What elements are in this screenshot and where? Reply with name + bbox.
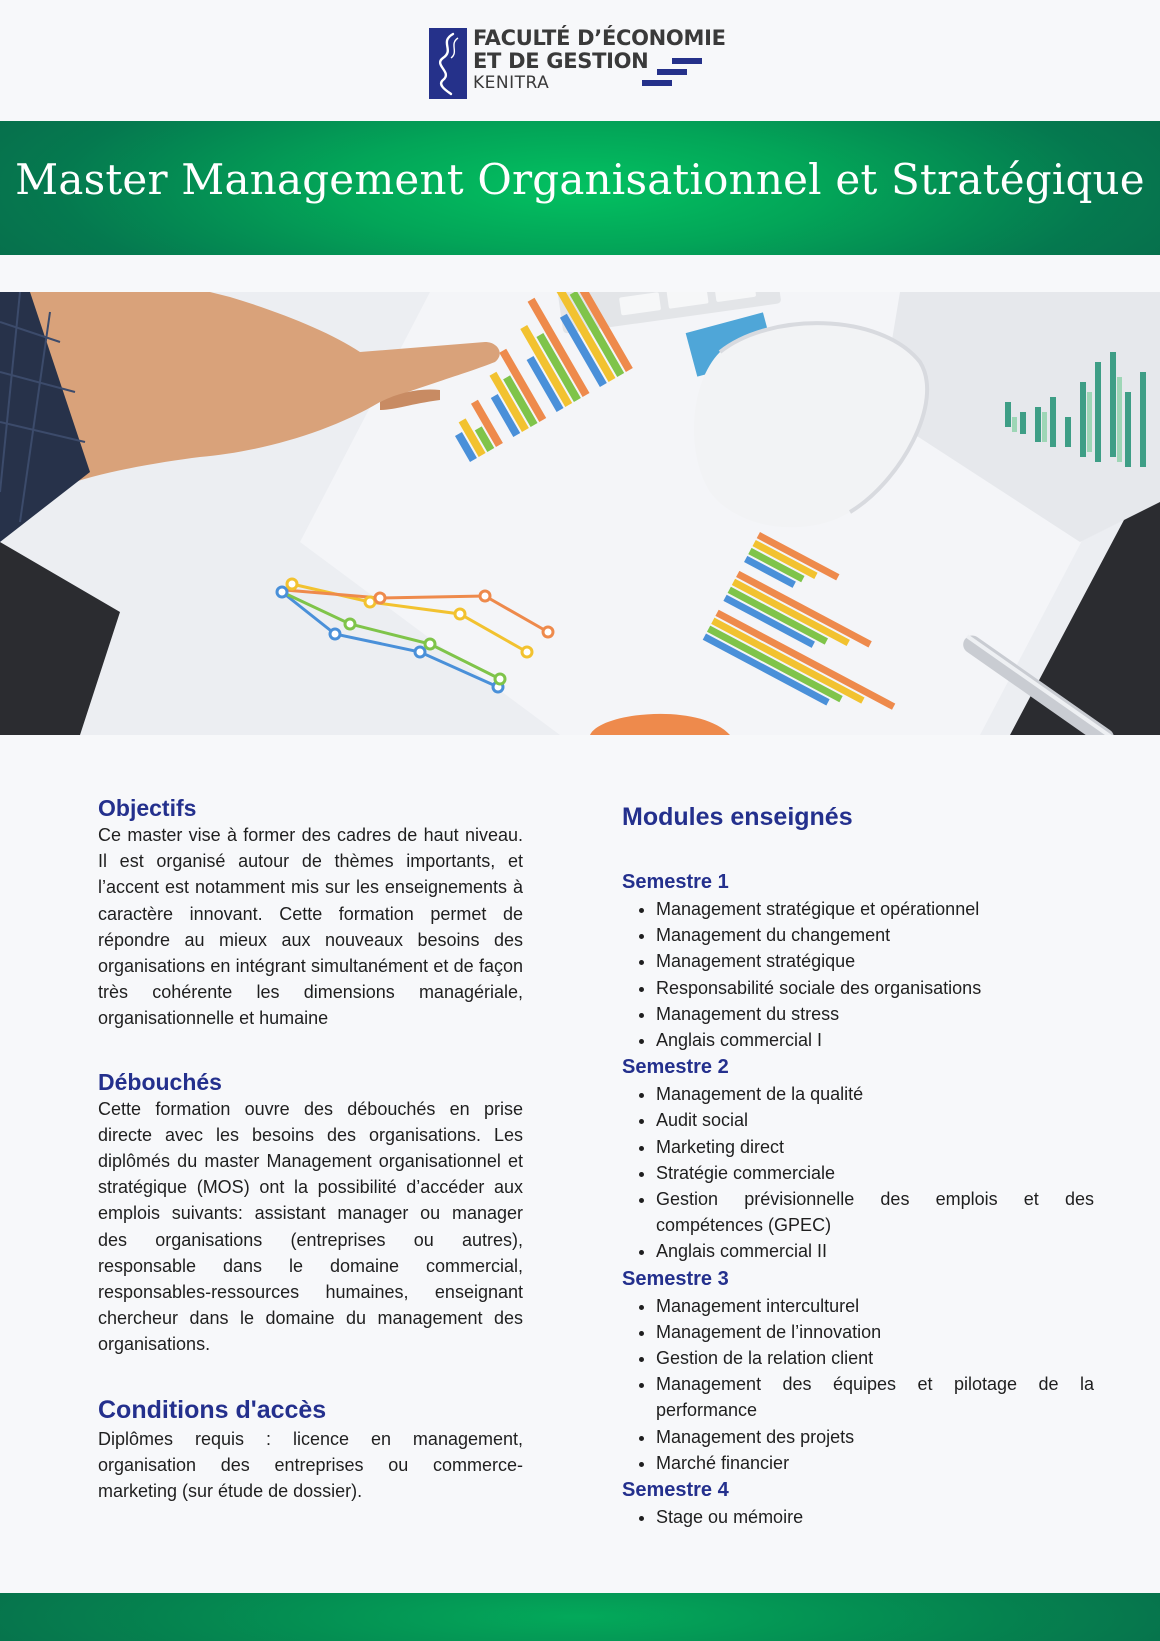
semester-2-title: Semestre 2 [622, 1056, 729, 1079]
list-item: • Management stratégique [656, 948, 1094, 974]
logo-line-1: FACULTÉ D’ÉCONOMIE [473, 26, 726, 50]
title-band [0, 121, 1160, 255]
semester-1-title: Semestre 1 [622, 871, 729, 893]
section-debouches [98, 1068, 523, 1358]
logo-line-2: ET DE GESTION [473, 49, 649, 73]
section-title-debouches: Débouchés [98, 1068, 222, 1095]
right-column-modules [622, 800, 1094, 1530]
semester-1-list [622, 896, 1094, 1053]
list-item: • Marché financier [656, 1450, 1094, 1476]
faculty-emblem-icon [429, 28, 467, 99]
list-item: • Management des équipes et pilotage de la performance [656, 1371, 1094, 1423]
list-item: • Anglais commercial II [656, 1238, 1094, 1264]
logo-bar [0, 0, 1160, 121]
section-objectifs [98, 794, 523, 1032]
faculty-logo [429, 26, 726, 100]
list-item: • Gestion de la relation client [656, 1345, 1094, 1371]
semester-4-list [622, 1504, 1094, 1530]
semester-3-title: Semestre 3 [622, 1267, 729, 1290]
list-item: • Management stratégique et opérationnel [656, 896, 1094, 922]
section-text-debouches: Cette formation ouvre des débouchés en prise directe avec les besoins des organisations. Les diplômés du master Management organisationnel et stratégique (MOS) ont la possibilité d’accéder aux emplois suivants: assistant manager ou manager des organisations (entreprises ou autres), responsable dans le domaine commercial, responsables-ressources humaines, enseignant chercheur dans le domaine du management des organisations. [98, 1098, 523, 1355]
list-item: • Management de la qualité [656, 1081, 1094, 1107]
section-text-objectifs: Ce master vise à former des cadres de haut niveau. Il est organisé autour de thèmes importants, et l’accent est notamment mis sur les enseignements à caractère innovant. Cette formation permet de répondre au mieux aux nouveaux besoins des organisations en intégrant simultanément et de façon très cohérente les dimensions managériale, organisationnelle et humaine [98, 825, 523, 1029]
logo-line-3: KENITRA [473, 73, 550, 93]
section-conditions [98, 1394, 523, 1505]
hero-photo-business-charts [0, 292, 1160, 735]
semester-2-list [622, 1081, 1094, 1264]
list-item: • Management du changement [656, 922, 1094, 948]
section-title-conditions: Conditions d'accès [98, 1395, 327, 1424]
list-item: • Stage ou mémoire [656, 1504, 1094, 1530]
list-item: • Stratégie commerciale [656, 1160, 1094, 1186]
list-item: • Marketing direct [656, 1134, 1094, 1160]
list-item: • Management interculturel [656, 1293, 1094, 1319]
list-item: • Management de l’innovation [656, 1319, 1094, 1345]
left-column [98, 794, 523, 1540]
semester-4-title: Semestre 4 [622, 1479, 729, 1502]
modules-title: Modules enseignés [622, 803, 853, 831]
list-item: • Anglais commercial I [656, 1027, 1094, 1053]
semester-3-list [622, 1293, 1094, 1476]
page-title: Master Management Organisationnel et Stratégique [15, 155, 1145, 204]
list-item: • Audit social [656, 1107, 1094, 1133]
list-item: • Management du stress [656, 1001, 1094, 1027]
section-title-objectifs: Objectifs [98, 795, 197, 821]
list-item: • Gestion prévisionnelle des emplois et des compétences (GPEC) [656, 1186, 1094, 1238]
section-text-conditions: Diplômes requis : licence en management, organisation des entreprises ou commerce-marketing (sur étude de dossier). [98, 1428, 523, 1502]
footer-band [0, 1593, 1160, 1641]
list-item: • Management des projets [656, 1424, 1094, 1450]
logo-stairs-icon [642, 58, 702, 88]
list-item: • Responsabilité sociale des organisations [656, 975, 1094, 1001]
